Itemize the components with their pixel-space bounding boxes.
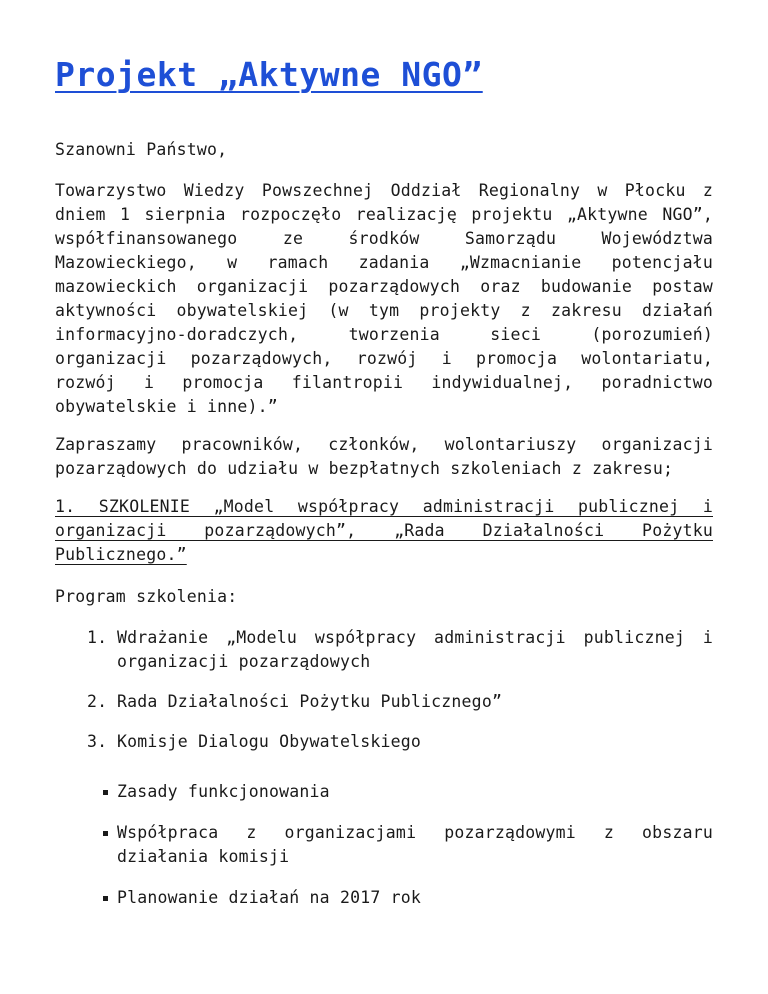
program-item-number: 3. [87, 732, 108, 751]
list-item-text: Współpraca z organizacjami pozarządowymi z obszaru działania komisji [117, 823, 713, 866]
square-bullet-icon [103, 896, 108, 901]
program-list [55, 626, 713, 754]
program-item [87, 626, 713, 674]
square-bullet-icon [103, 831, 108, 836]
greeting: Szanowni Państwo, [55, 140, 228, 159]
intro-paragraph: Towarzystwo Wiedzy Powszechnej Oddział Regionalny w Płocku z dniem 1 sierpnia rozpoczęło realizację projektu „Aktywne NGO”, współfinansowanego ze środków Samorządu Województwa Mazowieckiego, w ramach zadania „Wzmacnianie potencjału mazowieckich organizacji pozarządowych oraz budowanie postaw aktywności obywatelskiej (w tym projekty z zakresu działań informacyjno-doradczych, tworzenia sieci (porozumień) organizacji pozarządowych, rozwój i promocja wolontariatu, rozwój i promocja filantropii indywidualnej, poradnictwo obywatelskie i inne).” [55, 181, 713, 416]
invitation-paragraph: Zapraszamy pracowników, członków, wolontariuszy organizacji pozarządowych do udziału w bezpłatnych szkoleniach z zakresu; [55, 435, 713, 478]
program-label: Program szkolenia: [55, 587, 238, 606]
list-item [117, 821, 713, 869]
program-item-number: 2. [87, 692, 108, 711]
list-item [117, 780, 713, 804]
commission-topics-list [55, 780, 713, 910]
list-item [117, 886, 713, 910]
list-item-text: Zasady funkcjonowania [117, 782, 330, 801]
program-item-text: Rada Działalności Pożytku Publicznego” [117, 692, 503, 711]
program-item-number: 1. [87, 628, 108, 647]
page-title-link[interactable]: Projekt „Aktywne NGO” [55, 55, 483, 94]
program-item [87, 690, 713, 714]
list-item-text: Planowanie działań na 2017 rok [117, 888, 422, 907]
square-bullet-icon [103, 790, 108, 795]
program-item-text: Komisje Dialogu Obywatelskiego [117, 732, 422, 751]
training-heading: 1. SZKOLENIE „Model współpracy administracji publicznej i organizacji pozarządowych”, „Rada Działalności Pożytku Publicznego.” [55, 497, 713, 564]
program-item [87, 730, 713, 754]
program-item-text: Wdrażanie „Modelu współpracy administracji publicznej i organizacji pozarządowych [117, 628, 713, 671]
